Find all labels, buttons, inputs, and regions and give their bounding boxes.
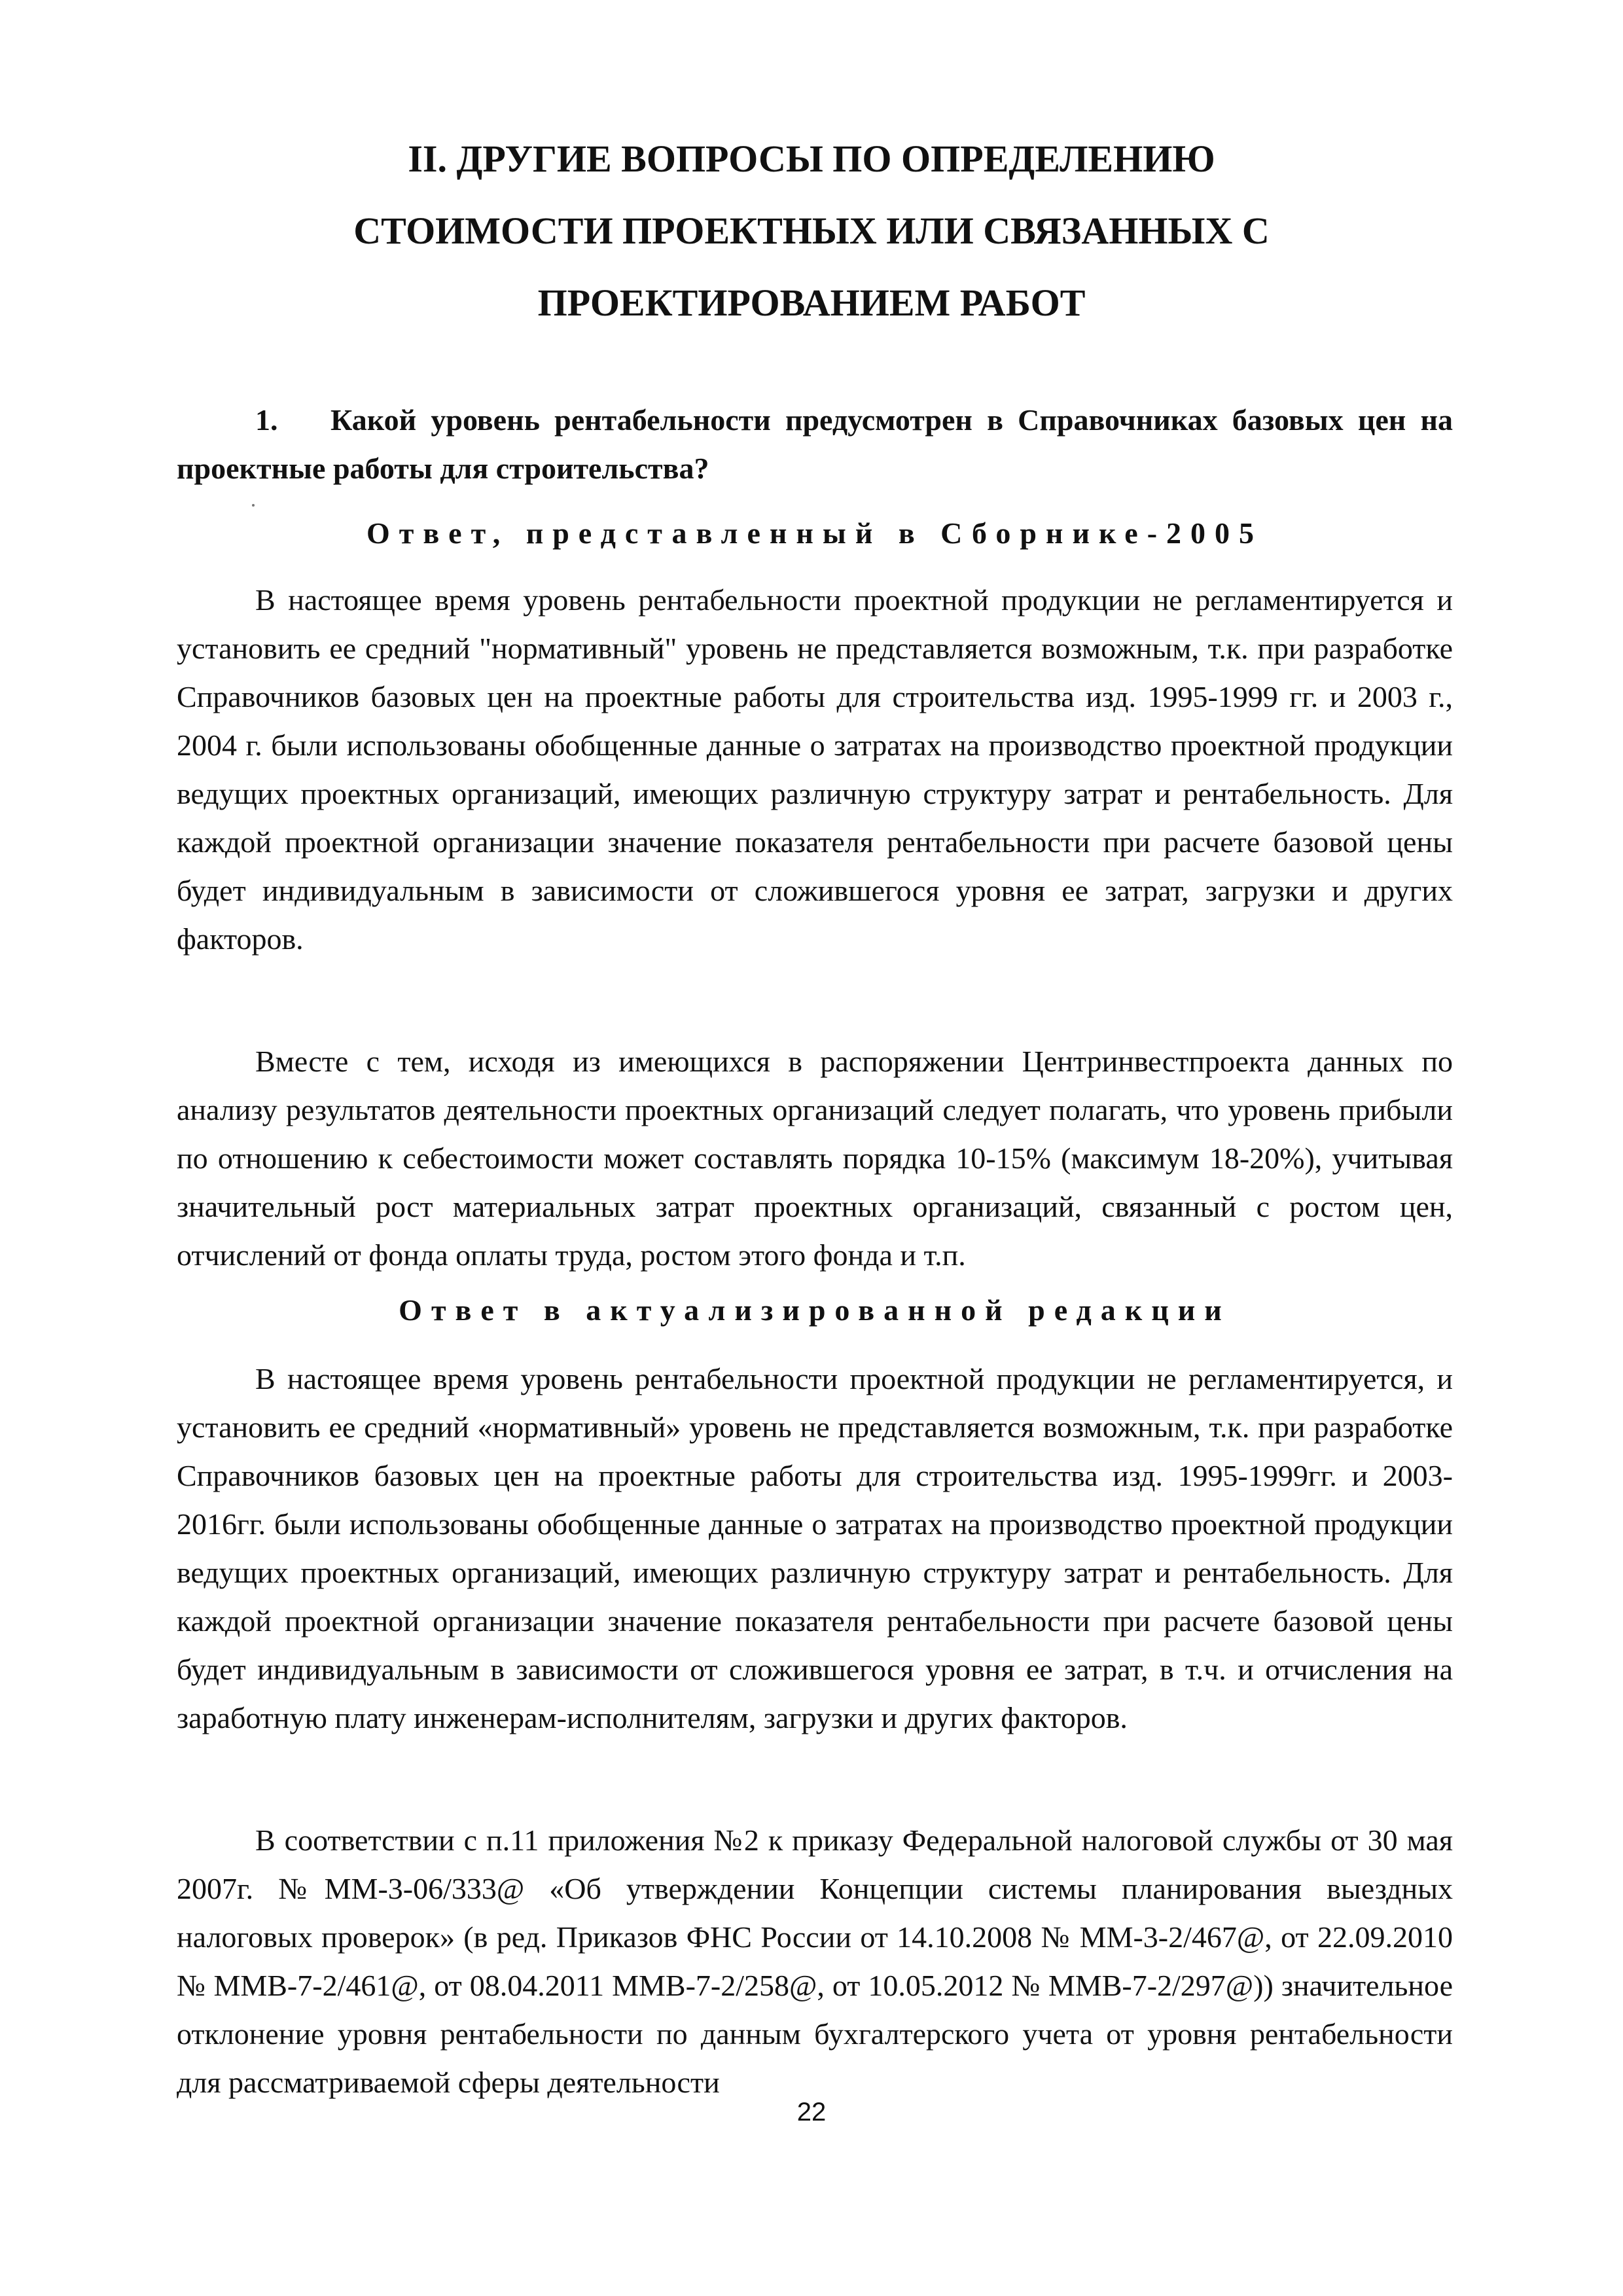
section-title: [164, 123, 1459, 339]
section-title-line: СТОИМОСТИ ПРОЕКТНЫХ ИЛИ СВЯЗАННЫХ С: [353, 209, 1270, 252]
question: [177, 396, 1453, 493]
question-number: 1.: [255, 403, 278, 437]
section-title-line: II. ДРУГИЕ ВОПРОСЫ ПО ОПРЕДЕЛЕНИЮ: [408, 137, 1215, 180]
answer-2005-paragraph: В настоящее время уровень рентабельности проектной продукции не регламентируется и установить ее средний "нормативный" уровень не представляется возможным, т.к. при разработке Справочников базовых цен на проектные работы для строительства изд. 1995-1999 гг. и 2003 г., 2004 г. были использованы обобщенные данные о затратах на производство проектной продукции ведущих проектных организаций, имеющих различную структуру затрат и рентабельность. Для каждой проектной организации значение показателя рентабельности при расчете базовой цены будет индивидуальным в зависимости от сложившегося уровня ее затрат, загрузки и других факторов.: [177, 583, 1453, 956]
answer-2005-paragraph: Вместе с тем, исходя из имеющихся в распоряжении Центринвестпроекта данных по анализу результатов деятельности проектных организаций следует полагать, что уровень прибыли по отношению к себестоимости может составлять порядка 10-15% (максимум 18-20%), учитывая значительный рост материальных затрат проектных организаций, связанный с ростом цен, отчислений от фонда оплаты труда, ростом этого фонда и т.п.: [177, 1045, 1453, 1272]
question-text: Какой уровень рентабельности предусмотрен в Справочниках базовых цен на проектные работы для строительства?: [177, 403, 1453, 485]
scan-speck: [252, 504, 255, 507]
answer-2005-heading: Ответ, представленный в Сборнике-2005: [366, 516, 1264, 550]
section-title-line: ПРОЕКТИРОВАНИЕМ РАБОТ: [537, 281, 1086, 324]
answer-updated-heading: Ответ в актуализированной редакции: [399, 1293, 1231, 1327]
answer-updated-paragraph: В настоящее время уровень рентабельности проектной продукции не регламентируется, и установить ее средний «нормативный» уровень не представляется возможным, т.к. при разработке Справочников базовых цен на проектные работы для строительства изд. 1995-1999гг. и 2003-2016гг. были использованы обобщенные данные о затратах на производство проектной продукции ведущих проектных организаций, имеющих различную структуру затрат и рентабельность. Для каждой проектной организации значение показателя рентабельности при расчете базовой цены будет индивидуальным в зависимости от сложившегося уровня ее затрат, в т.ч. и отчисления на заработную плату инженерам-исполнителям, загрузки и других факторов.: [177, 1362, 1453, 1734]
page-number: 22: [796, 2098, 827, 2126]
answer-updated-paragraph: В соответствии с п.11 приложения №2 к приказу Федеральной налоговой службы от 30 мая 2007г. №ММ-3-06/333@ «Об утверждении Концепции системы планирования выездных налоговых проверок» (в ред. Приказов ФНС России от 14.10.2008 № ММ-3-2/467@, от 22.09.2010 № ММВ-7-2/461@, от 08.04.2011 ММВ-7-2/258@, от 10.05.2012 № ММВ-7-2/297@)) значительное отклонение уровня рентабельности по данным бухгалтерского учета от уровня рентабельности для рассматриваемой сферы деятельности: [177, 1823, 1453, 2099]
